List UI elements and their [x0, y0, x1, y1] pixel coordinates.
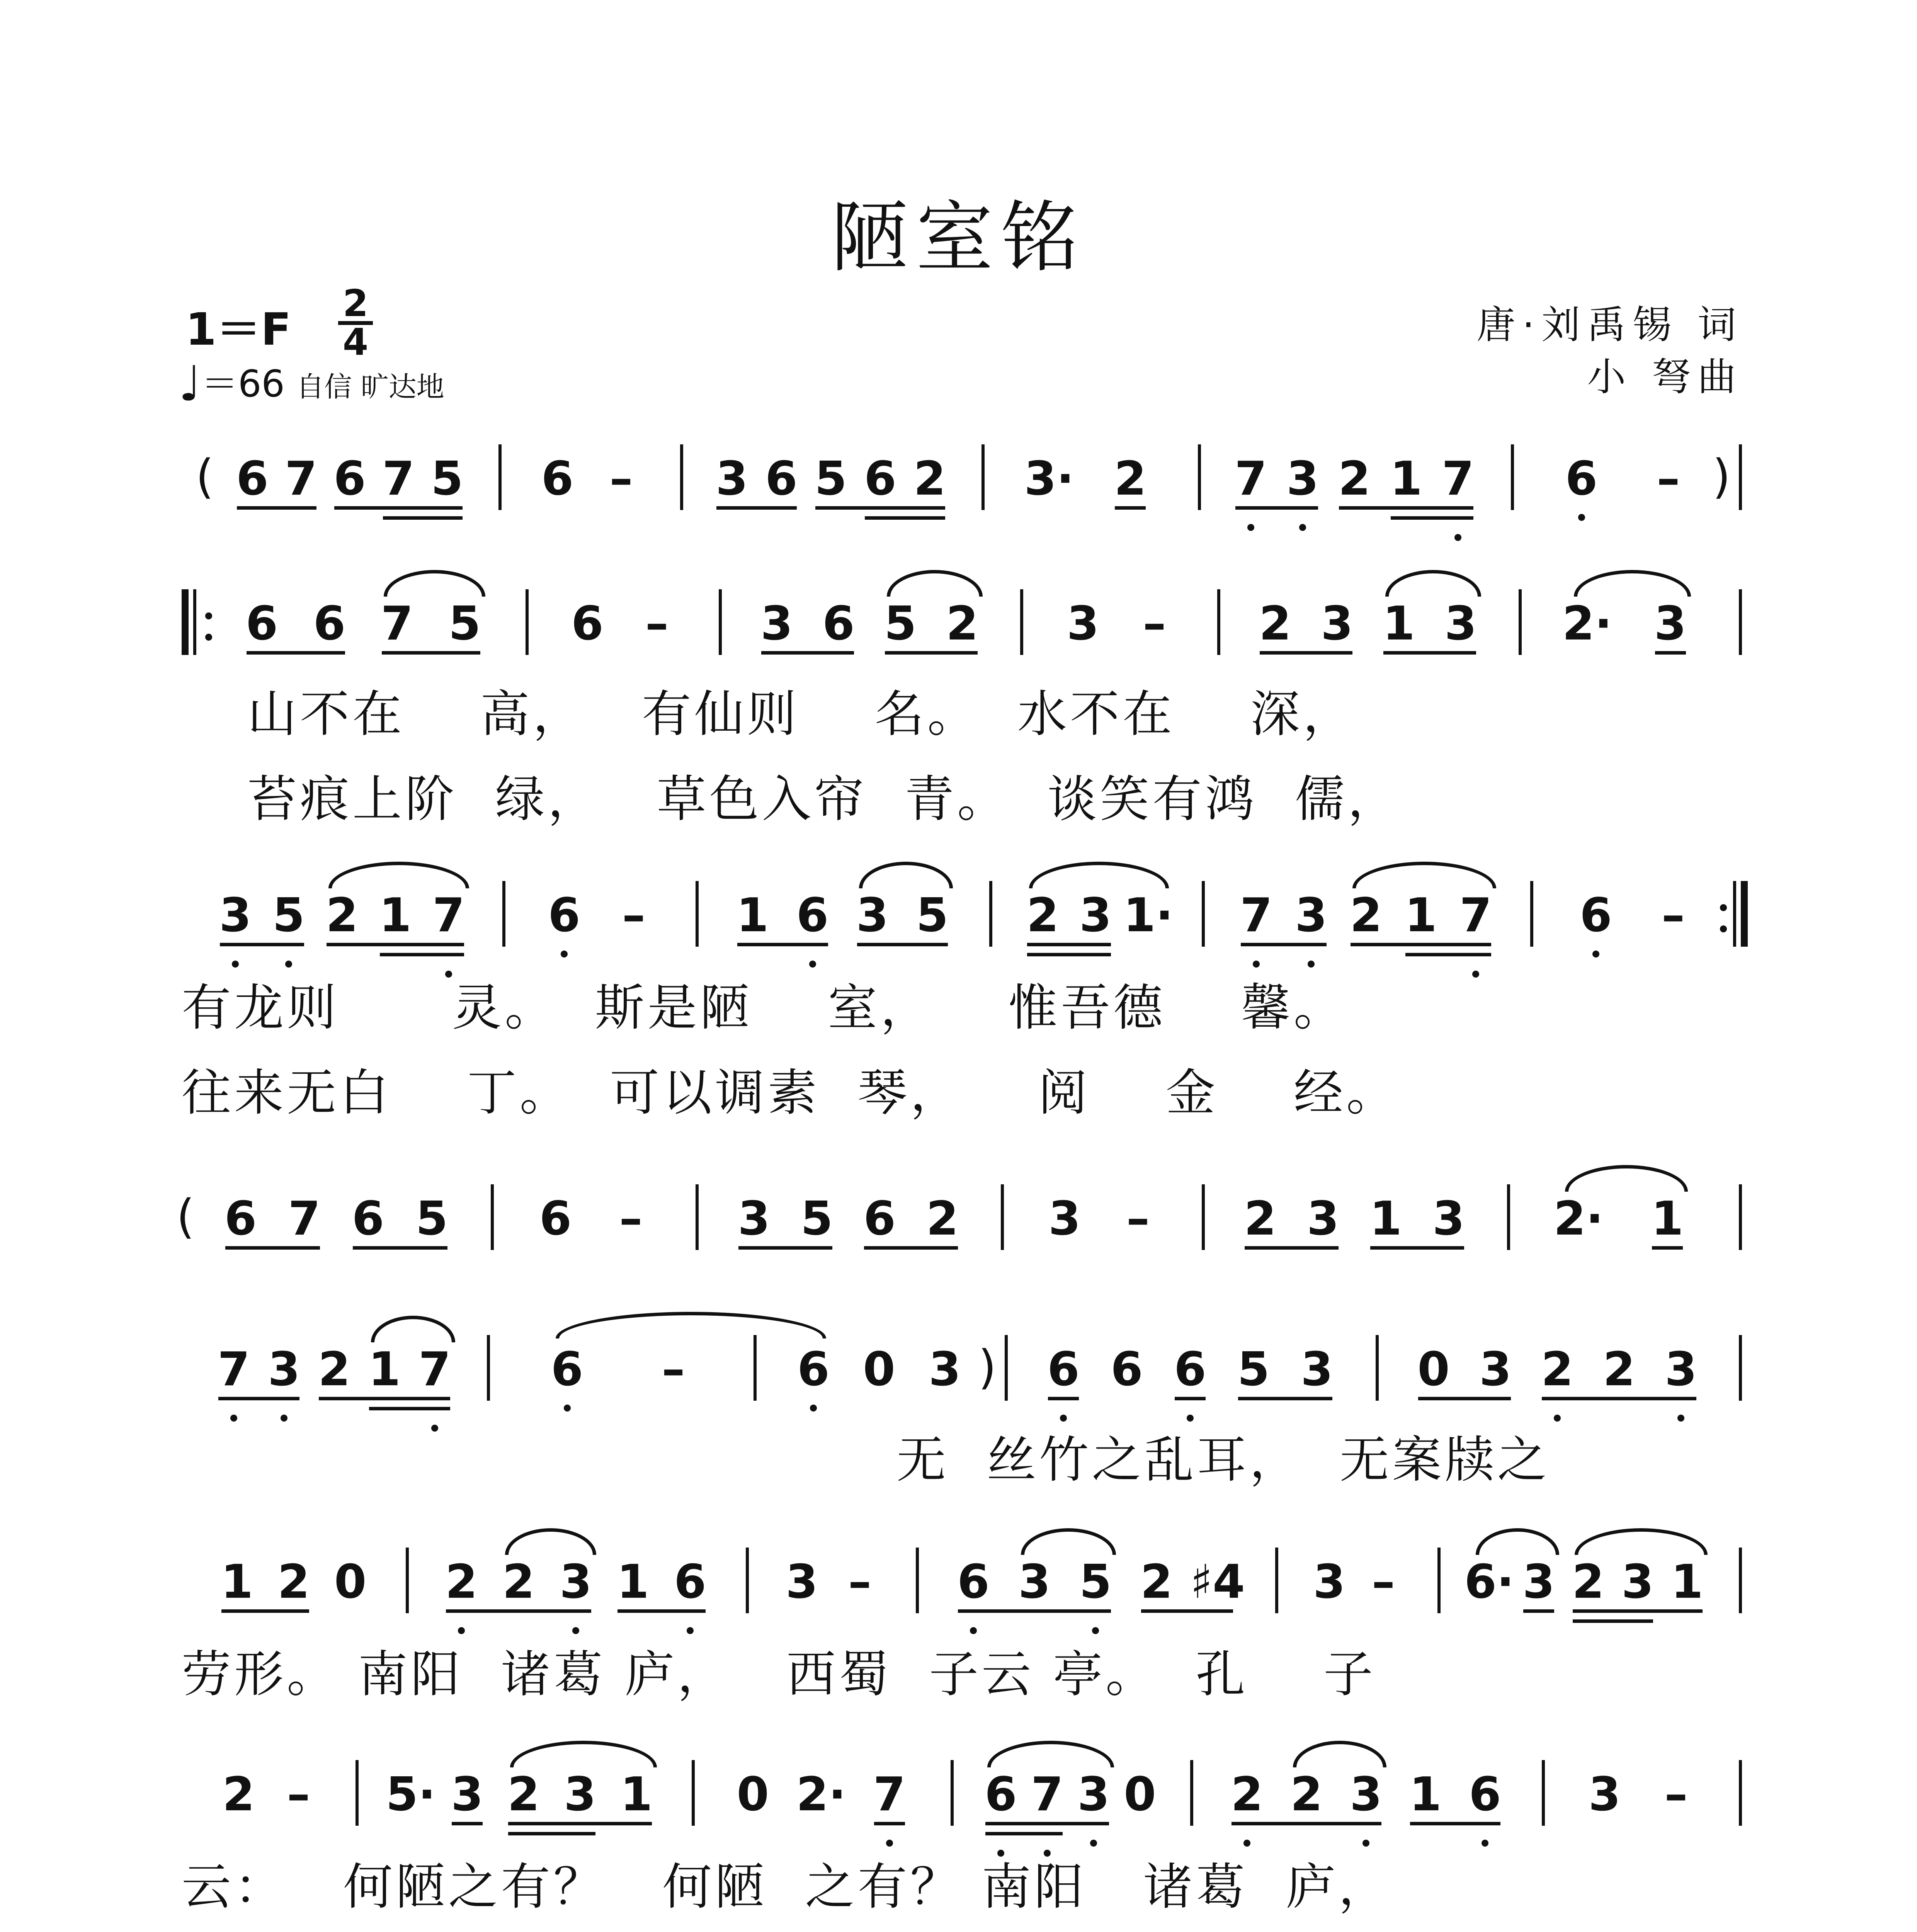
note-glyph: 3 [786, 1555, 818, 1609]
note-glyph: 1 [1651, 1192, 1684, 1246]
song-title: 陋室铭 [831, 193, 1086, 283]
time-denominator: 4 [342, 321, 369, 364]
note-glyph: 2 [1572, 1555, 1604, 1609]
note-glyph: 6 [957, 1555, 990, 1609]
note-glyph: 2 [1140, 1555, 1173, 1609]
note-glyph: 3 [1301, 1343, 1333, 1396]
note-glyph: 2 [507, 1768, 540, 1821]
note-glyph: 6 [864, 452, 896, 506]
note-glyph: 6 [539, 1192, 572, 1246]
lyric-r6: 劳形。 南阳 诸葛 庐， 西蜀 子云 亭。 孔 子 [182, 1646, 1376, 1703]
note-glyph: 3 [1654, 597, 1687, 651]
note-glyph: 6 [313, 597, 346, 651]
note-glyph: 5 [431, 452, 463, 506]
note-glyph: – [1657, 452, 1680, 506]
lyric-r3-verse1: 有龙则 灵。 斯是陋 室， 惟吾德 馨。 [182, 979, 1346, 1037]
note-glyph: 3 [929, 1343, 961, 1396]
note-glyph: 5 [801, 1192, 833, 1246]
note-glyph: 6 [1047, 1343, 1080, 1396]
note-glyph: – [1662, 889, 1685, 942]
note-glyph: 7 [218, 1343, 250, 1396]
lyric-r5: 无 丝竹之乱耳， 无案牍之 [896, 1431, 1550, 1489]
note-glyph: 7 [381, 597, 413, 651]
note-glyph: 0 [1417, 1343, 1450, 1396]
note-glyph: 0 [737, 1768, 769, 1821]
note-glyph: 3 [1313, 1555, 1345, 1609]
expression-mark: 自信 旷达地 [296, 371, 444, 403]
note-glyph: 2· [796, 1768, 846, 1821]
note-glyph: 2 [318, 1343, 350, 1396]
note-glyph: – [287, 1768, 310, 1821]
note-glyph: 3 [219, 889, 252, 942]
note-glyph: 6 [1111, 1343, 1143, 1396]
note-glyph: 5 [916, 889, 949, 942]
note-glyph: 6 [548, 889, 580, 942]
note-glyph: 2 [1541, 1343, 1573, 1396]
note-glyph: 6 [822, 597, 855, 651]
note-glyph: 1 [617, 1555, 649, 1609]
note-glyph: 6 [674, 1555, 706, 1609]
lyric-r7: 云： 何陋之有？ 何陋 之有？ 南阳 诸葛 庐， [182, 1858, 1391, 1916]
note-glyph: – [662, 1343, 685, 1396]
note-glyph: 7 [288, 1192, 321, 1246]
note-glyph: 3 [1307, 1192, 1339, 1246]
note-glyph: 3 [1479, 1343, 1512, 1396]
note-glyph: 3 [1321, 597, 1353, 651]
note-glyph: 6 [985, 1768, 1017, 1821]
note-glyph: 6 [333, 452, 366, 506]
note-glyph: 2 [1244, 1192, 1276, 1246]
note-glyph: – [848, 1555, 871, 1609]
note-glyph: 2 [946, 597, 978, 651]
note-glyph: 2 [222, 1768, 255, 1821]
note-glyph: 3 [1432, 1192, 1465, 1246]
note-glyph: 6 [1565, 452, 1598, 506]
note-glyph: 2 [1231, 1768, 1263, 1821]
note-glyph: 2 [913, 452, 946, 506]
tempo-value: ＝66 [201, 363, 285, 405]
note-glyph: 2 [1259, 597, 1291, 651]
note-glyph: 6 [245, 597, 278, 651]
note-glyph: 1 [1369, 1192, 1402, 1246]
note-glyph: ♯4 [1190, 1555, 1245, 1609]
note-glyph: 3 [1286, 452, 1319, 506]
note-glyph: 2 [1603, 1343, 1635, 1396]
note-glyph: 1 [1405, 889, 1437, 942]
note-glyph: 3 [564, 1768, 596, 1821]
note-glyph: 6 [224, 1192, 257, 1246]
note-glyph: 5 [1079, 1555, 1112, 1609]
note-glyph: 7 [1235, 452, 1267, 506]
note-glyph: 3 [1079, 889, 1112, 942]
note-glyph: 3 [268, 1343, 300, 1396]
note-glyph: 2· [1562, 597, 1613, 651]
note-glyph: – [1126, 1192, 1150, 1246]
note-glyph: 2· [1553, 1192, 1604, 1246]
note-glyph: 2 [1350, 889, 1382, 942]
note-glyph: 6 [541, 452, 574, 506]
note-glyph: 3 [1665, 1343, 1697, 1396]
note-glyph: 7 [1442, 452, 1474, 506]
note-glyph: 2 [926, 1192, 959, 1246]
note-glyph: 6 [1469, 1768, 1501, 1821]
note-glyph: – [645, 597, 668, 651]
note-glyph: – [609, 452, 633, 506]
note-glyph: 6 [863, 1192, 896, 1246]
note-glyph: 3· [1024, 452, 1074, 506]
note-glyph: 3 [1522, 1555, 1555, 1609]
note-glyph: 1 [221, 1555, 253, 1609]
note-glyph: 2 [1026, 889, 1059, 942]
note-glyph: 3 [738, 1192, 770, 1246]
note-glyph: 1 [379, 889, 412, 942]
note-glyph: 5 [884, 597, 917, 651]
note-glyph: 7 [1240, 889, 1272, 942]
note-glyph: 1 [736, 889, 769, 942]
note-glyph: 3 [1295, 889, 1327, 942]
note-glyph: 6 [551, 1343, 583, 1396]
note-glyph: 2 [445, 1555, 478, 1609]
note-glyph: – [619, 1192, 643, 1246]
note-glyph: 5· [386, 1768, 436, 1821]
note-glyph: 6 [571, 597, 604, 651]
note-glyph: 3 [1444, 597, 1477, 651]
lyricist-credit: 唐·刘禹锡 词 [1476, 302, 1743, 347]
note-glyph: 5 [815, 452, 847, 506]
note-glyph: 2 [502, 1555, 535, 1609]
note-glyph: 3 [1018, 1555, 1051, 1609]
note-glyph: 1 [1390, 452, 1422, 506]
note-glyph: 6 [1174, 1343, 1206, 1396]
note-glyph: 0 [863, 1343, 895, 1396]
lyric-r3-verse2: 往来无白 丁。 可以调素 琴， 阅 金 经。 [182, 1064, 1399, 1122]
note-glyph: 3 [560, 1555, 592, 1609]
note-glyph: 1 [1383, 597, 1415, 651]
note-glyph: 5 [1237, 1343, 1270, 1396]
note-glyph: 6 [765, 452, 798, 506]
note-glyph: 6 [796, 889, 829, 942]
note-glyph: – [1664, 1768, 1688, 1821]
note-glyph: 6 [797, 1343, 830, 1396]
note-glyph: – [1372, 1555, 1395, 1609]
time-numerator: 2 [342, 282, 369, 325]
quarter-note-icon: ♩ [179, 356, 201, 412]
note-glyph: 3 [1588, 1768, 1621, 1821]
note-glyph: 5 [448, 597, 481, 651]
note-glyph: – [1143, 597, 1166, 651]
note-glyph: 1 [1671, 1555, 1703, 1609]
note-glyph: 3 [716, 452, 748, 506]
note-glyph: 7 [382, 452, 415, 506]
note-glyph: 6 [236, 452, 269, 506]
note-glyph: 7 [432, 889, 465, 942]
note-glyph: 3 [760, 597, 793, 651]
note-glyph: – [622, 889, 645, 942]
lyric-r2-verse1: 山不在 高， 有仙则 名。 水不在 深， [247, 685, 1356, 743]
note-glyph: 3 [856, 889, 889, 942]
note-glyph: 1· [1123, 889, 1174, 942]
note-glyph: 6 [352, 1192, 384, 1246]
note-glyph: 7 [873, 1768, 906, 1821]
note-glyph: 3 [451, 1768, 483, 1821]
note-glyph: 1 [1409, 1768, 1442, 1821]
note-glyph: 2 [1290, 1768, 1323, 1821]
note-glyph: 7 [1459, 889, 1492, 942]
lyric-r2-verse2: 苔痕上阶 绿， 草色入帘 青。 谈笑有鸿 儒， [247, 770, 1400, 828]
note-glyph: 2 [277, 1555, 310, 1609]
note-glyph: 3 [1621, 1555, 1654, 1609]
note-glyph: 1 [368, 1343, 401, 1396]
note-glyph: 7 [418, 1343, 451, 1396]
notation-rows: ( 6 7 6 7 5 6 – 3 6 5 6 2 3· 2 7 3 2 1 7 6 – ) 6 6 7 5 6 – 3 6 5 2 3 – 2 3 1 3 2· 3 3 5 2 1 7 6 – 1 6 3 5 2 3 1· 7 3 2 1 7 6 – ( 6 7 6 5 6 – 3 5 6 2 3 – 2 3 1 3 2· 1 7 3 2 1 7 6 – 6 0 3 ) 6 6 6 5 3 0 3 2 2 3 1 2 0 2 2 3 1 6 3 – 6 3 5 2 ♯4 3 – 6· 3 2 3 1 2 – 5· 3 2 3 1 0 2· 7 6 7 3 0 2 2 3 1 6 3 – [0, 0, 1917, 1932]
note-glyph: 6 [1580, 889, 1612, 942]
note-glyph: 7 [1031, 1768, 1063, 1821]
note-glyph: 2 [1338, 452, 1371, 506]
note-glyph: 2 [1114, 452, 1146, 506]
composer-credit: 小 弩曲 [1587, 354, 1743, 400]
note-glyph: 3 [1048, 1192, 1081, 1246]
note-glyph: 7 [285, 452, 317, 506]
note-glyph: 6· [1464, 1555, 1514, 1609]
note-glyph: 5 [272, 889, 305, 942]
note-glyph: 5 [415, 1192, 448, 1246]
note-glyph: 3 [1350, 1768, 1382, 1821]
key-signature: 1＝F [185, 304, 291, 355]
note-glyph: 0 [1124, 1768, 1156, 1821]
note-glyph: 3 [1077, 1768, 1110, 1821]
note-glyph: 3 [1067, 597, 1099, 651]
note-glyph: 0 [334, 1555, 367, 1609]
note-glyph: 2 [326, 889, 358, 942]
note-glyph: 1 [620, 1768, 653, 1821]
